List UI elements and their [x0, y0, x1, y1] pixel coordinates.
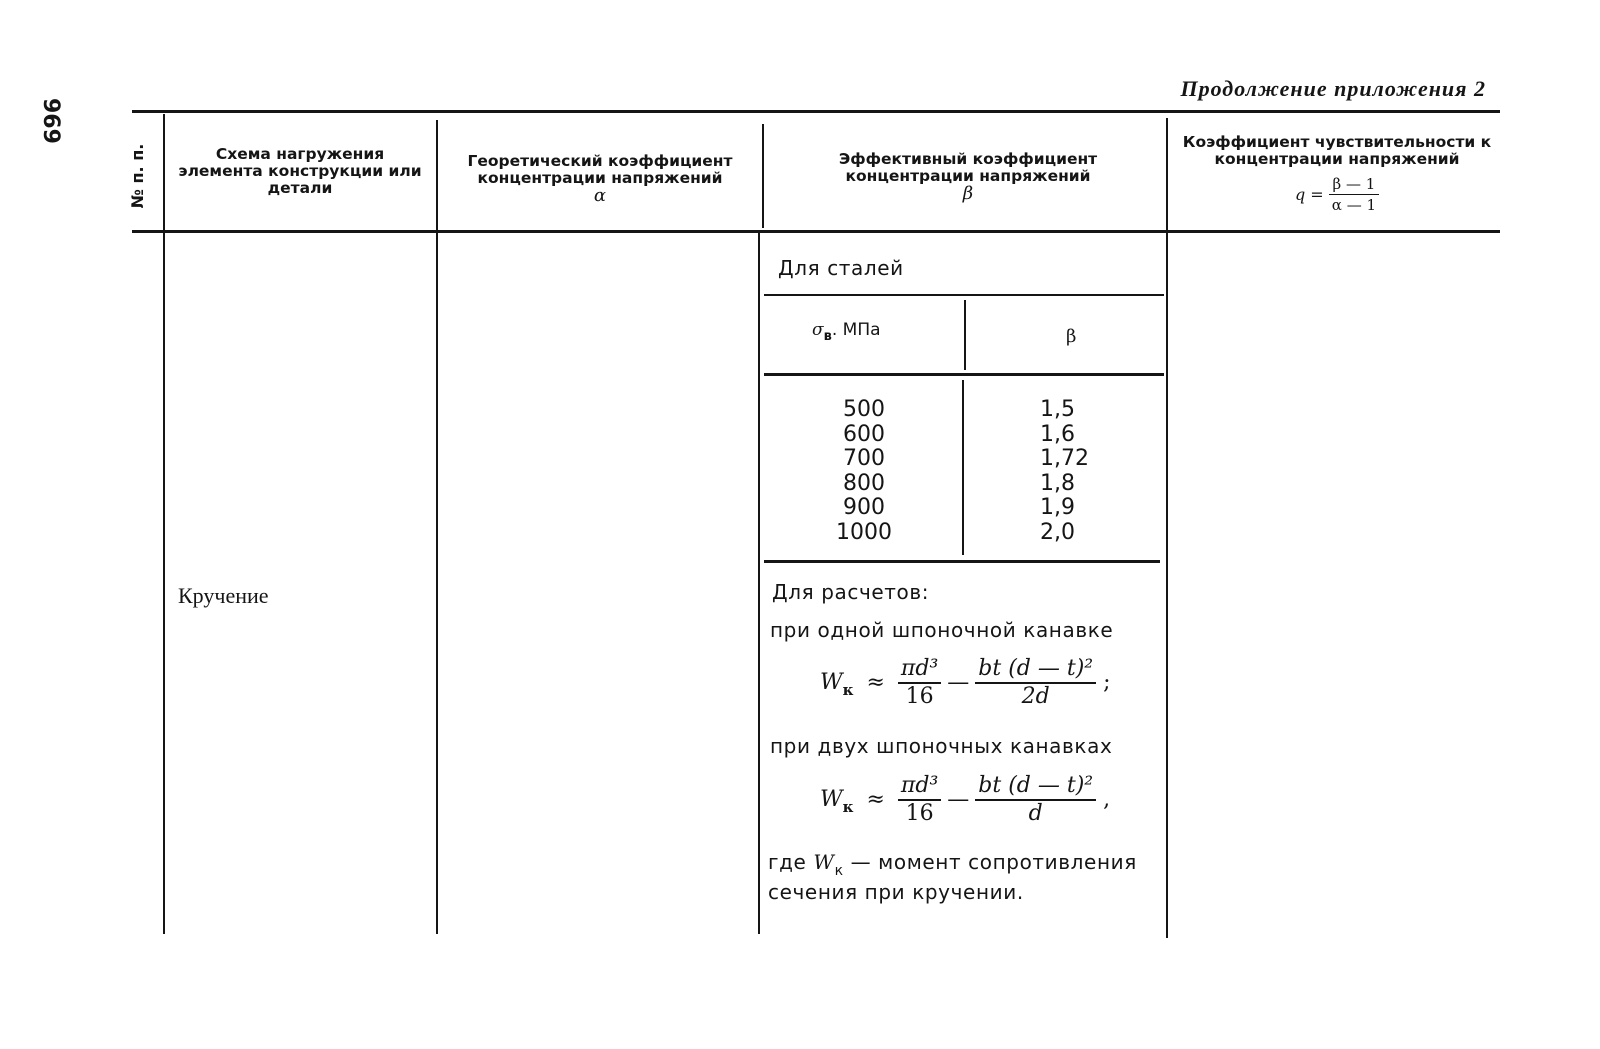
sigma-values [826, 398, 902, 545]
q-formula-lhs: q = [1294, 185, 1324, 204]
col-divider-2 [436, 120, 438, 934]
sigma-subscript: в [823, 329, 832, 344]
table-row: 1,6 [1040, 421, 1075, 447]
formula2-approx: ≈ [866, 787, 885, 812]
beta-values [1040, 398, 1110, 545]
q-header-label: Коэффициент чувствительности к концентрации напряжений [1182, 133, 1492, 168]
table-row: 1,72 [1040, 446, 1089, 471]
alpha-symbol: α [593, 185, 607, 206]
q-formula-numerator: β — 1 [1329, 174, 1379, 195]
formula-one-groove [820, 656, 1111, 710]
q-formula-denominator: α — 1 [1331, 196, 1377, 214]
table-row: 800 [843, 470, 885, 496]
formula1-minus: — [947, 670, 970, 695]
calc-label: Для расчетов: [772, 580, 930, 604]
formula2-den1: 16 [905, 801, 934, 826]
q-formula-fraction [1329, 174, 1379, 215]
formula1-end: ; [1103, 670, 1111, 695]
page-number: 969 [38, 98, 63, 144]
table-row: 900 [843, 495, 885, 520]
formula2-fraction-2 [975, 773, 1096, 827]
formula1-den2: 2d [1021, 684, 1050, 709]
table-row: 500 [843, 397, 885, 422]
table-row: 1,5 [1040, 397, 1075, 422]
where-symbol-sub: к [834, 863, 844, 879]
subtable-bottom-rule [764, 560, 1160, 563]
where-rest: — момент сопротивления [850, 850, 1137, 874]
q-formula [1174, 174, 1500, 215]
col-divider-3 [762, 124, 764, 228]
formula1-fraction-2 [975, 656, 1096, 710]
subtable-header-rule [764, 373, 1164, 376]
col-divider-3-body [758, 232, 760, 934]
continuation-title: Продолжение приложения 2 [1180, 76, 1486, 101]
formula2-lhs-sub: к [842, 798, 854, 816]
row-number-header [124, 128, 152, 224]
formula1-lhs: W [820, 670, 843, 695]
formula2-den2: d [1028, 801, 1043, 826]
beta-symbol: β [962, 183, 974, 204]
formula1-lhs-sub: к [842, 681, 854, 699]
formula1-fraction-1 [898, 656, 941, 710]
q-header [1174, 134, 1500, 215]
where-line-1 [768, 850, 1137, 879]
header-bottom-rule [132, 230, 1500, 233]
two-grooves-label: при двух шпоночных канавках [770, 734, 1113, 758]
alpha-header-label: Георетический коэффициент концентрации напряжений [467, 152, 733, 187]
formula1-den1: 16 [905, 684, 934, 709]
subtable-col-divider [964, 300, 966, 370]
formula1-num2: bt (d — t)² [975, 656, 1096, 684]
alpha-header [452, 153, 748, 205]
sigma-unit: . МПа [831, 320, 881, 340]
subtable-top-rule [764, 294, 1164, 296]
where-symbol: W [813, 850, 835, 874]
subtable-col-divider-body [962, 380, 964, 555]
beta-header [820, 151, 1116, 203]
formula2-minus: — [947, 787, 970, 812]
col-divider-4 [1166, 118, 1168, 938]
beta-column-header: β [1066, 326, 1077, 347]
beta-header-label: Эффективный коэффициент концентрации напряжений [838, 150, 1098, 185]
table-row: 1,9 [1040, 495, 1075, 520]
formula2-fraction-1 [898, 773, 941, 827]
scheme-header-label: Схема нагружения элемента конструкции или детали [178, 145, 422, 197]
formula2-end: , [1103, 787, 1111, 812]
formula2-lhs: W [820, 787, 843, 812]
table-row: 600 [843, 421, 885, 447]
scheme-torsion: Кручение [178, 583, 269, 608]
formula1-approx: ≈ [866, 670, 885, 695]
row-number-header-label: № п. п. [128, 143, 147, 209]
formula1-num1: πd³ [898, 656, 941, 684]
where-prefix: где [768, 850, 807, 874]
col-divider-1 [163, 114, 165, 934]
table-row: 700 [843, 446, 885, 471]
sigma-symbol: σ [812, 320, 824, 340]
table-row: 1,8 [1040, 470, 1075, 496]
formula-two-grooves [820, 773, 1110, 827]
table-top-rule [132, 110, 1500, 113]
formula2-num2: bt (d — t)² [975, 773, 1096, 801]
sigma-column-header [812, 320, 881, 344]
scheme-header [172, 146, 428, 197]
one-groove-label: при одной шпоночной канавке [770, 618, 1114, 642]
where-line-2: сечения при кручении. [768, 880, 1024, 904]
formula2-num1: πd³ [898, 773, 941, 801]
steels-label: Для сталей [778, 256, 904, 280]
table-row: 2,0 [1040, 519, 1075, 545]
table-row: 1000 [836, 519, 892, 545]
